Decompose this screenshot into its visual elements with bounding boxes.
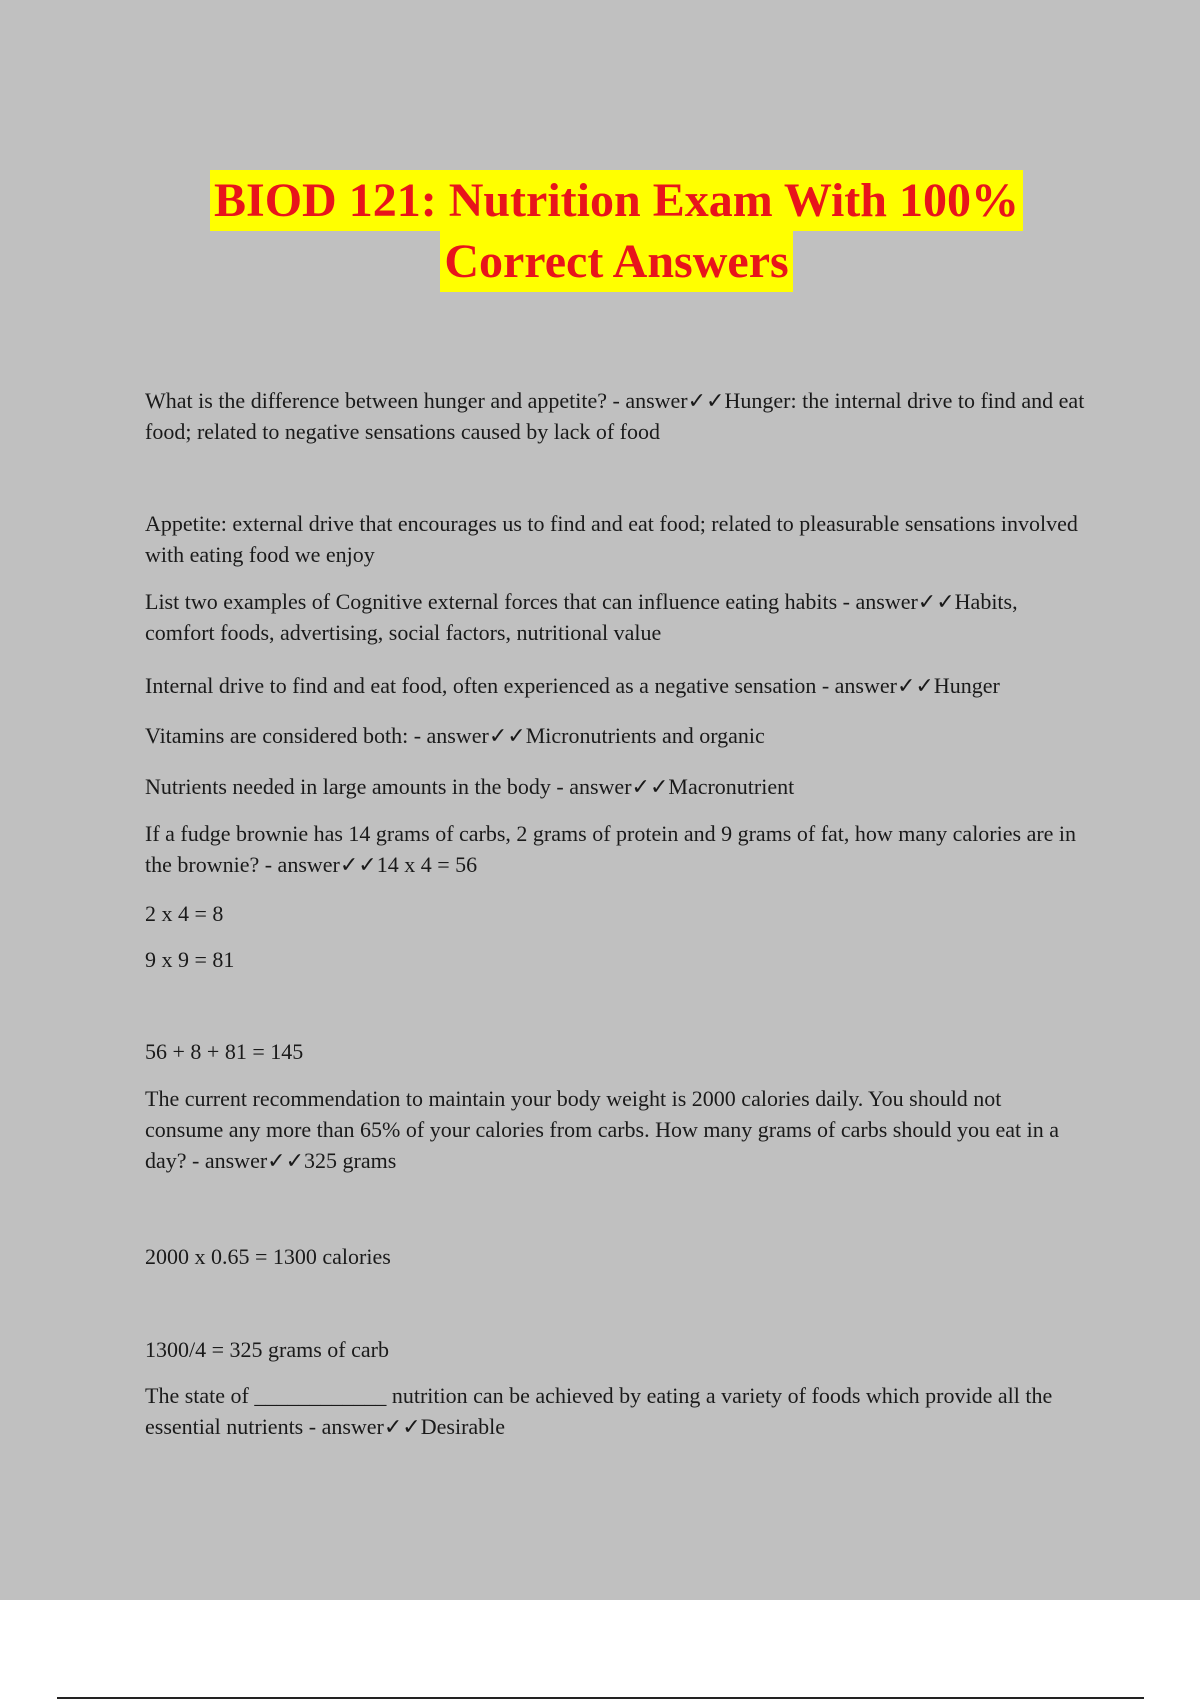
qa-paragraph bbox=[145, 720, 1085, 751]
qa-paragraph bbox=[145, 818, 1085, 880]
paragraph-text: 1300/4 = 325 grams of carb bbox=[145, 1337, 389, 1362]
paragraph-text: 2000 x 0.65 = 1300 calories bbox=[145, 1244, 391, 1269]
qa-paragraph bbox=[145, 508, 1085, 570]
footer-divider bbox=[57, 1697, 1144, 1699]
paragraph-text: 9 x 9 = 81 bbox=[145, 947, 235, 972]
document-title bbox=[0, 170, 1200, 292]
paragraph-text: Nutrients needed in large amounts in the body - answer✓✓Macronutrient bbox=[145, 774, 795, 799]
qa-paragraph bbox=[145, 586, 1085, 648]
calc-line bbox=[145, 944, 1085, 975]
qa-paragraph bbox=[145, 1083, 1085, 1176]
title-line-2: Correct Answers bbox=[440, 231, 792, 292]
paragraph-text: The state of ____________ nutrition can be achieved by eating a variety of foods which provide all the essential nutrients - answer✓✓Desirable bbox=[145, 1383, 1053, 1439]
paragraph-text: List two examples of Cognitive external forces that can influence eating habits - answer✓✓Habits, comfort foods, advertising, social factors, nutritional value bbox=[145, 589, 1018, 645]
paragraph-text: The current recommendation to maintain your body weight is 2000 calories daily. You should not consume any more than 65% of your calories from carbs. How many grams of carbs should you eat in a day? - answer✓✓325 grams bbox=[145, 1086, 1059, 1173]
paragraph-text: Vitamins are considered both: - answer✓✓Micronutrients and organic bbox=[145, 723, 765, 748]
calc-line bbox=[145, 1334, 1085, 1365]
calc-line bbox=[145, 1036, 1085, 1067]
qa-paragraph bbox=[145, 385, 1085, 447]
paragraph-text: Internal drive to find and eat food, often experienced as a negative sensation - answer✓✓Hunger bbox=[145, 673, 1000, 698]
qa-paragraph bbox=[145, 670, 1085, 701]
calc-line bbox=[145, 898, 1085, 929]
paragraph-text: What is the difference between hunger and appetite? - answer✓✓Hunger: the internal drive to find and eat food; related to negative sensations caused by lack of food bbox=[145, 388, 1085, 444]
paragraph-text: Appetite: external drive that encourages us to find and eat food; related to pleasurable sensations involved with eating food we enjoy bbox=[145, 511, 1078, 567]
title-line-1: BIOD 121: Nutrition Exam With 100% bbox=[210, 170, 1023, 231]
calc-line bbox=[145, 1241, 1085, 1272]
paragraph-text: 2 x 4 = 8 bbox=[145, 901, 224, 926]
qa-paragraph bbox=[145, 1380, 1085, 1442]
paragraph-text: 56 + 8 + 81 = 145 bbox=[145, 1039, 304, 1064]
qa-paragraph bbox=[145, 771, 1085, 802]
paragraph-text: If a fudge brownie has 14 grams of carbs, 2 grams of protein and 9 grams of fat, how many calories are in the brownie? - answer✓✓14 x 4 = 56 bbox=[145, 821, 1077, 877]
